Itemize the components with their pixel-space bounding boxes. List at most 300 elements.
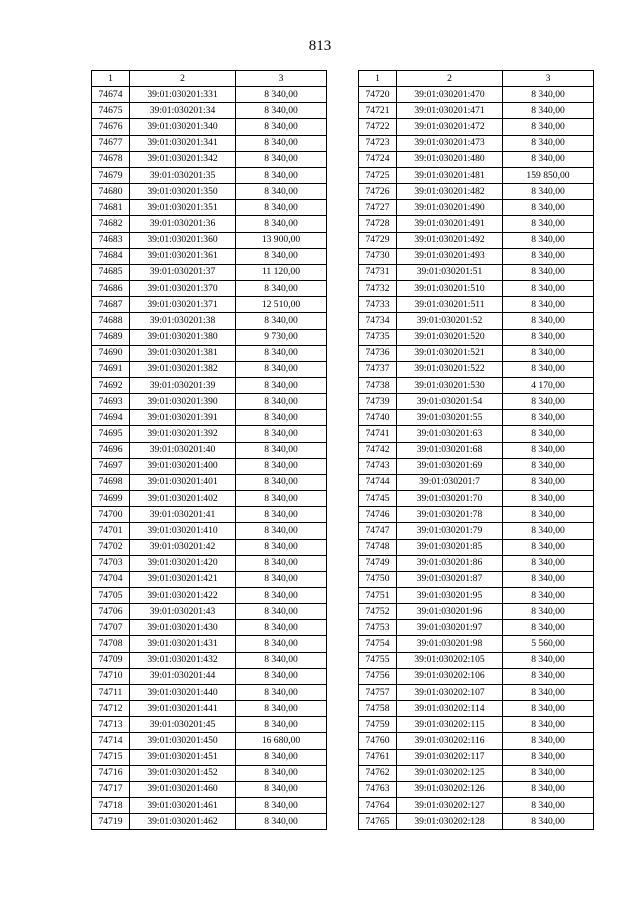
cadastral-number-cell: 39:01:030202:126 xyxy=(397,781,503,797)
amount-cell: 8 340,00 xyxy=(503,717,594,733)
cadastral-number-cell: 39:01:030201:471 xyxy=(397,103,503,119)
row-number-cell: 74734 xyxy=(359,313,397,329)
amount-cell: 8 340,00 xyxy=(236,571,327,587)
amount-cell: 13 900,00 xyxy=(236,232,327,248)
amount-cell: 8 340,00 xyxy=(236,684,327,700)
amount-cell: 8 340,00 xyxy=(503,329,594,345)
row-number-cell: 74688 xyxy=(92,313,130,329)
cadastral-number-cell: 39:01:030201:473 xyxy=(397,135,503,151)
table-row xyxy=(359,701,594,717)
cadastral-number-cell: 39:01:030201:85 xyxy=(397,539,503,555)
row-number-cell: 74711 xyxy=(92,684,130,700)
amount-cell: 8 340,00 xyxy=(236,491,327,507)
table-row xyxy=(92,798,327,814)
amount-cell: 8 340,00 xyxy=(236,313,327,329)
amount-cell: 8 340,00 xyxy=(503,523,594,539)
amount-cell: 8 340,00 xyxy=(503,571,594,587)
table-row xyxy=(92,87,327,103)
table-row xyxy=(92,717,327,733)
cadastral-number-cell: 39:01:030201:520 xyxy=(397,329,503,345)
table-row xyxy=(359,571,594,587)
amount-cell: 8 340,00 xyxy=(236,636,327,652)
header-row xyxy=(92,71,327,87)
cadastral-number-cell: 39:01:030201:371 xyxy=(130,297,236,313)
row-number-cell: 74693 xyxy=(92,394,130,410)
amount-cell: 8 340,00 xyxy=(236,426,327,442)
amount-cell: 8 340,00 xyxy=(503,426,594,442)
cadastral-number-cell: 39:01:030201:461 xyxy=(130,798,236,814)
row-number-cell: 74733 xyxy=(359,297,397,313)
table-row xyxy=(359,200,594,216)
table-row xyxy=(92,361,327,377)
row-number-cell: 74756 xyxy=(359,668,397,684)
row-number-cell: 74725 xyxy=(359,167,397,183)
table-row xyxy=(359,394,594,410)
row-number-cell: 74765 xyxy=(359,814,397,830)
row-number-cell: 74721 xyxy=(359,103,397,119)
table-row xyxy=(359,410,594,426)
table-row xyxy=(92,151,327,167)
amount-cell: 8 340,00 xyxy=(236,167,327,183)
cadastral-number-cell: 39:01:030201:493 xyxy=(397,248,503,264)
table-row xyxy=(359,248,594,264)
table-row xyxy=(92,135,327,151)
table-row xyxy=(92,248,327,264)
table-row xyxy=(92,668,327,684)
amount-cell: 8 340,00 xyxy=(503,781,594,797)
cadastral-number-cell: 39:01:030201:96 xyxy=(397,604,503,620)
amount-cell: 5 560,00 xyxy=(503,636,594,652)
column-header-3: 3 xyxy=(503,71,594,87)
amount-cell: 8 340,00 xyxy=(236,345,327,361)
table-row xyxy=(359,232,594,248)
table-row xyxy=(359,345,594,361)
cadastral-number-cell: 39:01:030202:128 xyxy=(397,814,503,830)
row-number-cell: 74722 xyxy=(359,119,397,135)
table-row xyxy=(92,474,327,490)
row-number-cell: 74717 xyxy=(92,781,130,797)
amount-cell: 8 340,00 xyxy=(503,394,594,410)
table-row xyxy=(359,604,594,620)
table-row xyxy=(359,426,594,442)
table-row xyxy=(92,313,327,329)
amount-cell: 8 340,00 xyxy=(503,313,594,329)
cadastral-number-cell: 39:01:030201:391 xyxy=(130,410,236,426)
row-number-cell: 74701 xyxy=(92,523,130,539)
table-row xyxy=(92,410,327,426)
amount-cell: 8 340,00 xyxy=(236,539,327,555)
cadastral-number-cell: 39:01:030201:41 xyxy=(130,507,236,523)
cadastral-number-cell: 39:01:030202:115 xyxy=(397,717,503,733)
amount-cell: 8 340,00 xyxy=(236,717,327,733)
amount-cell: 8 340,00 xyxy=(503,232,594,248)
row-number-cell: 74698 xyxy=(92,474,130,490)
row-number-cell: 74703 xyxy=(92,555,130,571)
cadastral-number-cell: 39:01:030201:470 xyxy=(397,87,503,103)
table-row xyxy=(359,507,594,523)
cadastral-number-cell: 39:01:030201:480 xyxy=(397,151,503,167)
cadastral-number-cell: 39:01:030201:79 xyxy=(397,523,503,539)
amount-cell: 8 340,00 xyxy=(503,297,594,313)
amount-cell: 8 340,00 xyxy=(503,652,594,668)
row-number-cell: 74680 xyxy=(92,184,130,200)
amount-cell: 8 340,00 xyxy=(236,814,327,830)
amount-cell: 8 340,00 xyxy=(236,798,327,814)
table-row xyxy=(359,733,594,749)
cadastral-number-cell: 39:01:030201:361 xyxy=(130,248,236,264)
cadastral-number-cell: 39:01:030201:63 xyxy=(397,426,503,442)
amount-cell: 8 340,00 xyxy=(503,442,594,458)
cadastral-number-cell: 39:01:030201:401 xyxy=(130,474,236,490)
row-number-cell: 74759 xyxy=(359,717,397,733)
row-number-cell: 74745 xyxy=(359,491,397,507)
row-number-cell: 74679 xyxy=(92,167,130,183)
cadastral-number-cell: 39:01:030201:51 xyxy=(397,264,503,280)
cadastral-number-cell: 39:01:030201:360 xyxy=(130,232,236,248)
cadastral-number-cell: 39:01:030201:400 xyxy=(130,458,236,474)
column-header-2: 2 xyxy=(397,71,503,87)
table-row xyxy=(359,636,594,652)
table-row xyxy=(92,297,327,313)
cadastral-number-cell: 39:01:030201:55 xyxy=(397,410,503,426)
row-number-cell: 74764 xyxy=(359,798,397,814)
row-number-cell: 74685 xyxy=(92,264,130,280)
row-number-cell: 74707 xyxy=(92,620,130,636)
row-number-cell: 74692 xyxy=(92,377,130,393)
table-row xyxy=(92,264,327,280)
cadastral-number-cell: 39:01:030201:95 xyxy=(397,588,503,604)
amount-cell: 8 340,00 xyxy=(236,620,327,636)
cadastral-number-cell: 39:01:030201:481 xyxy=(397,167,503,183)
row-number-cell: 74712 xyxy=(92,701,130,717)
row-number-cell: 74729 xyxy=(359,232,397,248)
amount-cell: 11 120,00 xyxy=(236,264,327,280)
amount-cell: 8 340,00 xyxy=(236,216,327,232)
table-row xyxy=(92,394,327,410)
row-number-cell: 74677 xyxy=(92,135,130,151)
table-row xyxy=(92,377,327,393)
row-number-cell: 74704 xyxy=(92,571,130,587)
cadastral-number-cell: 39:01:030201:36 xyxy=(130,216,236,232)
column-header-1: 1 xyxy=(92,71,130,87)
row-number-cell: 74723 xyxy=(359,135,397,151)
row-number-cell: 74762 xyxy=(359,765,397,781)
cadastral-number-cell: 39:01:030201:452 xyxy=(130,765,236,781)
row-number-cell: 74718 xyxy=(92,798,130,814)
left-table xyxy=(91,70,327,830)
row-number-cell: 74724 xyxy=(359,151,397,167)
row-number-cell: 74697 xyxy=(92,458,130,474)
table-row xyxy=(359,765,594,781)
right-table-body xyxy=(359,87,594,830)
amount-cell: 8 340,00 xyxy=(236,442,327,458)
row-number-cell: 74757 xyxy=(359,684,397,700)
amount-cell: 8 340,00 xyxy=(503,458,594,474)
cadastral-number-cell: 39:01:030201:69 xyxy=(397,458,503,474)
cadastral-number-cell: 39:01:030201:450 xyxy=(130,733,236,749)
row-number-cell: 74727 xyxy=(359,200,397,216)
table-row xyxy=(359,717,594,733)
cadastral-number-cell: 39:01:030201:440 xyxy=(130,684,236,700)
cadastral-number-cell: 39:01:030201:420 xyxy=(130,555,236,571)
row-number-cell: 74714 xyxy=(92,733,130,749)
cadastral-number-cell: 39:01:030201:43 xyxy=(130,604,236,620)
cadastral-number-cell: 39:01:030201:390 xyxy=(130,394,236,410)
cadastral-number-cell: 39:01:030201:351 xyxy=(130,200,236,216)
row-number-cell: 74696 xyxy=(92,442,130,458)
cadastral-number-cell: 39:01:030201:34 xyxy=(130,103,236,119)
table-row xyxy=(359,87,594,103)
table-row xyxy=(92,523,327,539)
amount-cell: 8 340,00 xyxy=(503,216,594,232)
row-number-cell: 74713 xyxy=(92,717,130,733)
cadastral-number-cell: 39:01:030201:402 xyxy=(130,491,236,507)
row-number-cell: 74760 xyxy=(359,733,397,749)
cadastral-number-cell: 39:01:030201:430 xyxy=(130,620,236,636)
row-number-cell: 74736 xyxy=(359,345,397,361)
right-table xyxy=(358,70,594,830)
column-header-2: 2 xyxy=(130,71,236,87)
row-number-cell: 74719 xyxy=(92,814,130,830)
column-header-1: 1 xyxy=(359,71,397,87)
row-number-cell: 74741 xyxy=(359,426,397,442)
amount-cell: 12 510,00 xyxy=(236,297,327,313)
row-number-cell: 74706 xyxy=(92,604,130,620)
cadastral-number-cell: 39:01:030201:97 xyxy=(397,620,503,636)
row-number-cell: 74730 xyxy=(359,248,397,264)
row-number-cell: 74752 xyxy=(359,604,397,620)
page-number: 813 xyxy=(308,38,332,54)
amount-cell: 8 340,00 xyxy=(503,248,594,264)
cadastral-number-cell: 39:01:030201:54 xyxy=(397,394,503,410)
amount-cell: 8 340,00 xyxy=(503,184,594,200)
cadastral-number-cell: 39:01:030201:441 xyxy=(130,701,236,717)
amount-cell: 8 340,00 xyxy=(503,345,594,361)
cadastral-number-cell: 39:01:030201:462 xyxy=(130,814,236,830)
amount-cell: 8 340,00 xyxy=(236,701,327,717)
amount-cell: 8 340,00 xyxy=(236,281,327,297)
amount-cell: 8 340,00 xyxy=(503,281,594,297)
table-row xyxy=(92,200,327,216)
amount-cell: 8 340,00 xyxy=(236,135,327,151)
amount-cell: 8 340,00 xyxy=(503,620,594,636)
amount-cell: 8 340,00 xyxy=(236,151,327,167)
cadastral-number-cell: 39:01:030202:114 xyxy=(397,701,503,717)
cadastral-number-cell: 39:01:030201:510 xyxy=(397,281,503,297)
cadastral-number-cell: 39:01:030201:86 xyxy=(397,555,503,571)
row-number-cell: 74744 xyxy=(359,474,397,490)
amount-cell: 8 340,00 xyxy=(503,814,594,830)
row-number-cell: 74731 xyxy=(359,264,397,280)
cadastral-number-cell: 39:01:030201:382 xyxy=(130,361,236,377)
amount-cell: 8 340,00 xyxy=(236,507,327,523)
cadastral-number-cell: 39:01:030201:342 xyxy=(130,151,236,167)
amount-cell: 8 340,00 xyxy=(503,410,594,426)
column-header-3: 3 xyxy=(236,71,327,87)
row-number-cell: 74691 xyxy=(92,361,130,377)
row-number-cell: 74678 xyxy=(92,151,130,167)
amount-cell: 8 340,00 xyxy=(503,200,594,216)
row-number-cell: 74705 xyxy=(92,588,130,604)
row-number-cell: 74761 xyxy=(359,749,397,765)
table-row xyxy=(92,636,327,652)
cadastral-number-cell: 39:01:030202:106 xyxy=(397,668,503,684)
table-row xyxy=(92,814,327,830)
row-number-cell: 74740 xyxy=(359,410,397,426)
table-row xyxy=(359,184,594,200)
amount-cell: 8 340,00 xyxy=(503,701,594,717)
table-row xyxy=(92,604,327,620)
cadastral-number-cell: 39:01:030201:35 xyxy=(130,167,236,183)
table-row xyxy=(359,377,594,393)
row-number-cell: 74715 xyxy=(92,749,130,765)
row-number-cell: 74674 xyxy=(92,87,130,103)
amount-cell: 8 340,00 xyxy=(236,458,327,474)
table-row xyxy=(92,103,327,119)
cadastral-number-cell: 39:01:030201:491 xyxy=(397,216,503,232)
cadastral-number-cell: 39:01:030201:70 xyxy=(397,491,503,507)
cadastral-number-cell: 39:01:030201:451 xyxy=(130,749,236,765)
table-row xyxy=(359,539,594,555)
row-number-cell: 74743 xyxy=(359,458,397,474)
table-row xyxy=(92,216,327,232)
cadastral-number-cell: 39:01:030201:68 xyxy=(397,442,503,458)
table-row xyxy=(359,749,594,765)
row-number-cell: 74709 xyxy=(92,652,130,668)
table-row xyxy=(92,539,327,555)
cadastral-number-cell: 39:01:030201:98 xyxy=(397,636,503,652)
row-number-cell: 74684 xyxy=(92,248,130,264)
table-row xyxy=(359,281,594,297)
amount-cell: 8 340,00 xyxy=(503,264,594,280)
amount-cell: 8 340,00 xyxy=(503,491,594,507)
table-row xyxy=(92,733,327,749)
amount-cell: 16 680,00 xyxy=(236,733,327,749)
cadastral-number-cell: 39:01:030201:42 xyxy=(130,539,236,555)
amount-cell: 8 340,00 xyxy=(236,377,327,393)
cadastral-number-cell: 39:01:030201:38 xyxy=(130,313,236,329)
amount-cell: 8 340,00 xyxy=(503,507,594,523)
cadastral-number-cell: 39:01:030201:370 xyxy=(130,281,236,297)
table-row xyxy=(92,588,327,604)
cadastral-number-cell: 39:01:030202:105 xyxy=(397,652,503,668)
amount-cell: 8 340,00 xyxy=(236,652,327,668)
cadastral-number-cell: 39:01:030201:350 xyxy=(130,184,236,200)
row-number-cell: 74702 xyxy=(92,539,130,555)
amount-cell: 8 340,00 xyxy=(503,119,594,135)
table-row xyxy=(92,442,327,458)
amount-cell: 8 340,00 xyxy=(503,604,594,620)
cadastral-number-cell: 39:01:030201:522 xyxy=(397,361,503,377)
row-number-cell: 74686 xyxy=(92,281,130,297)
cadastral-number-cell: 39:01:030201:52 xyxy=(397,313,503,329)
amount-cell: 8 340,00 xyxy=(236,184,327,200)
table-row xyxy=(359,588,594,604)
cadastral-number-cell: 39:01:030201:78 xyxy=(397,507,503,523)
amount-cell: 8 340,00 xyxy=(236,410,327,426)
cadastral-number-cell: 39:01:030201:432 xyxy=(130,652,236,668)
cadastral-number-cell: 39:01:030201:7 xyxy=(397,474,503,490)
cadastral-number-cell: 39:01:030201:340 xyxy=(130,119,236,135)
table-row xyxy=(359,814,594,830)
row-number-cell: 74708 xyxy=(92,636,130,652)
table-row xyxy=(359,523,594,539)
table-row xyxy=(359,329,594,345)
row-number-cell: 74754 xyxy=(359,636,397,652)
table-row xyxy=(92,507,327,523)
cadastral-number-cell: 39:01:030201:40 xyxy=(130,442,236,458)
table-row xyxy=(359,264,594,280)
row-number-cell: 74747 xyxy=(359,523,397,539)
table-row xyxy=(359,668,594,684)
amount-cell: 8 340,00 xyxy=(503,87,594,103)
cadastral-number-cell: 39:01:030201:421 xyxy=(130,571,236,587)
table-row xyxy=(92,281,327,297)
amount-cell: 8 340,00 xyxy=(503,135,594,151)
row-number-cell: 74716 xyxy=(92,765,130,781)
row-number-cell: 74682 xyxy=(92,216,130,232)
table-row xyxy=(359,555,594,571)
table-row xyxy=(359,620,594,636)
cadastral-number-cell: 39:01:030201:380 xyxy=(130,329,236,345)
amount-cell: 8 340,00 xyxy=(503,361,594,377)
row-number-cell: 74690 xyxy=(92,345,130,361)
amount-cell: 8 340,00 xyxy=(236,394,327,410)
amount-cell: 8 340,00 xyxy=(503,474,594,490)
amount-cell: 8 340,00 xyxy=(236,474,327,490)
amount-cell: 8 340,00 xyxy=(503,588,594,604)
amount-cell: 8 340,00 xyxy=(236,87,327,103)
table-row xyxy=(92,491,327,507)
table-row xyxy=(92,167,327,183)
table-row xyxy=(92,458,327,474)
cadastral-number-cell: 39:01:030201:431 xyxy=(130,636,236,652)
amount-cell: 8 340,00 xyxy=(236,668,327,684)
row-number-cell: 74699 xyxy=(92,491,130,507)
cadastral-number-cell: 39:01:030201:410 xyxy=(130,523,236,539)
row-number-cell: 74751 xyxy=(359,588,397,604)
table-row xyxy=(92,329,327,345)
row-number-cell: 74710 xyxy=(92,668,130,684)
amount-cell: 8 340,00 xyxy=(236,523,327,539)
cadastral-number-cell: 39:01:030202:117 xyxy=(397,749,503,765)
cadastral-number-cell: 39:01:030201:87 xyxy=(397,571,503,587)
amount-cell: 159 850,00 xyxy=(503,167,594,183)
table-row xyxy=(92,749,327,765)
table-row xyxy=(359,167,594,183)
table-row xyxy=(359,103,594,119)
row-number-cell: 74753 xyxy=(359,620,397,636)
cadastral-number-cell: 39:01:030202:107 xyxy=(397,684,503,700)
amount-cell: 8 340,00 xyxy=(503,668,594,684)
table-row xyxy=(359,474,594,490)
cadastral-number-cell: 39:01:030201:331 xyxy=(130,87,236,103)
cadastral-number-cell: 39:01:030202:127 xyxy=(397,798,503,814)
row-number-cell: 74689 xyxy=(92,329,130,345)
table-row xyxy=(359,458,594,474)
cadastral-number-cell: 39:01:030201:511 xyxy=(397,297,503,313)
table-row xyxy=(92,684,327,700)
table-row xyxy=(92,571,327,587)
amount-cell: 8 340,00 xyxy=(503,539,594,555)
table-row xyxy=(359,216,594,232)
amount-cell: 8 340,00 xyxy=(503,151,594,167)
amount-cell: 8 340,00 xyxy=(236,588,327,604)
amount-cell: 8 340,00 xyxy=(236,555,327,571)
table-row xyxy=(359,652,594,668)
table-row xyxy=(92,620,327,636)
row-number-cell: 74748 xyxy=(359,539,397,555)
